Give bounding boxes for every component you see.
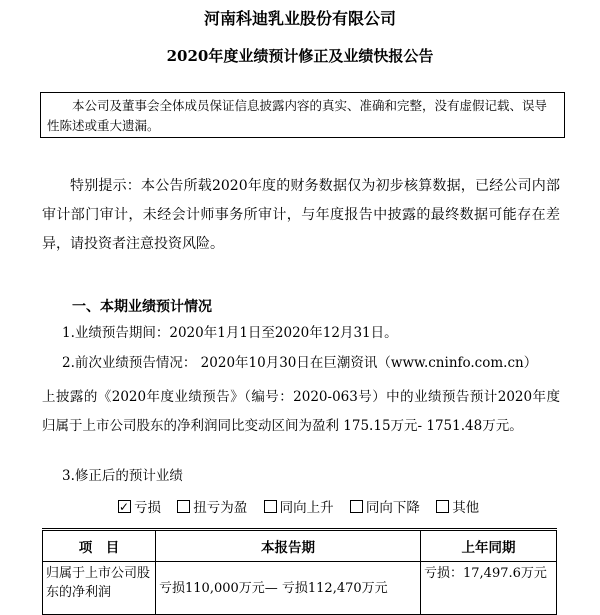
header-current-period: 本报告期 [156, 530, 421, 562]
item3-label: 3.修正后的预计业绩 [62, 468, 183, 484]
company-name: 河南科迪乳业股份有限公司 [203, 9, 396, 28]
forecast-table [42, 528, 557, 615]
item2-first-line: 2.前次业绩预告情况： 2020年10月30日在巨潮资讯（www.cninfo.com.cn） [62, 355, 538, 371]
checkbox-empty-icon [350, 500, 363, 513]
cell-previous: 亏损：17,497.6万元 [421, 562, 557, 615]
checkbox-checked-icon [118, 500, 131, 513]
cell-item: 归属于上市公司股东的净利润 [43, 562, 156, 615]
cell-current: 亏损110,000万元— 亏损112,470万元 [156, 562, 421, 615]
checkbox-loss[interactable]: ✓亏损 [118, 497, 161, 519]
checkbox-other[interactable]: 其他 [436, 497, 479, 519]
section1-heading: 一、本期业绩预计情况 [72, 299, 212, 315]
checkbox-same-down[interactable]: 同向下降 [350, 497, 420, 519]
special-notice [42, 172, 560, 259]
disclaimer-box [40, 92, 565, 138]
announcement-title: 2020年度业绩预计修正及业绩快报公告 [166, 47, 434, 65]
header-prior-period: 上年同期 [421, 530, 557, 562]
disclaimer-text: 本公司及董事会全体成员保证信息披露内容的真实、准确和完整，没有虚假记载、误导性陈述或重大遗漏。 [47, 98, 548, 133]
checkbox-empty-icon [436, 500, 449, 513]
checkbox-same-up[interactable]: 同向上升 [264, 497, 334, 519]
item2-rest-text: 上披露的《2020年度业绩预告》（编号：2020-063号）中的业绩预告预计2020年度归属于上市公司股东的净利润同比变动区间为盈利 175.15万元- 1751.48万元。 [42, 389, 560, 434]
checkbox-turnaround[interactable]: 扭亏为盈 [177, 497, 247, 519]
item2-rest [42, 383, 560, 441]
checkbox-empty-icon [177, 500, 190, 513]
table-header-row [43, 530, 557, 562]
header-item: 项 目 [43, 530, 156, 562]
table-row [43, 562, 557, 615]
result-type-checkboxes [118, 497, 491, 519]
special-notice-text: 特别提示：本公告所载2020年度的财务数据仅为初步核算数据，已经公司内部审计部门审计，未经会计师事务所审计，与年度报告中披露的最终数据可能存在差异，请投资者注意投资风险。 [42, 178, 560, 252]
item1-forecast-period: 1.业绩预告期间：2020年1月1日至2020年12月31日。 [62, 325, 398, 341]
checkbox-empty-icon [264, 500, 277, 513]
